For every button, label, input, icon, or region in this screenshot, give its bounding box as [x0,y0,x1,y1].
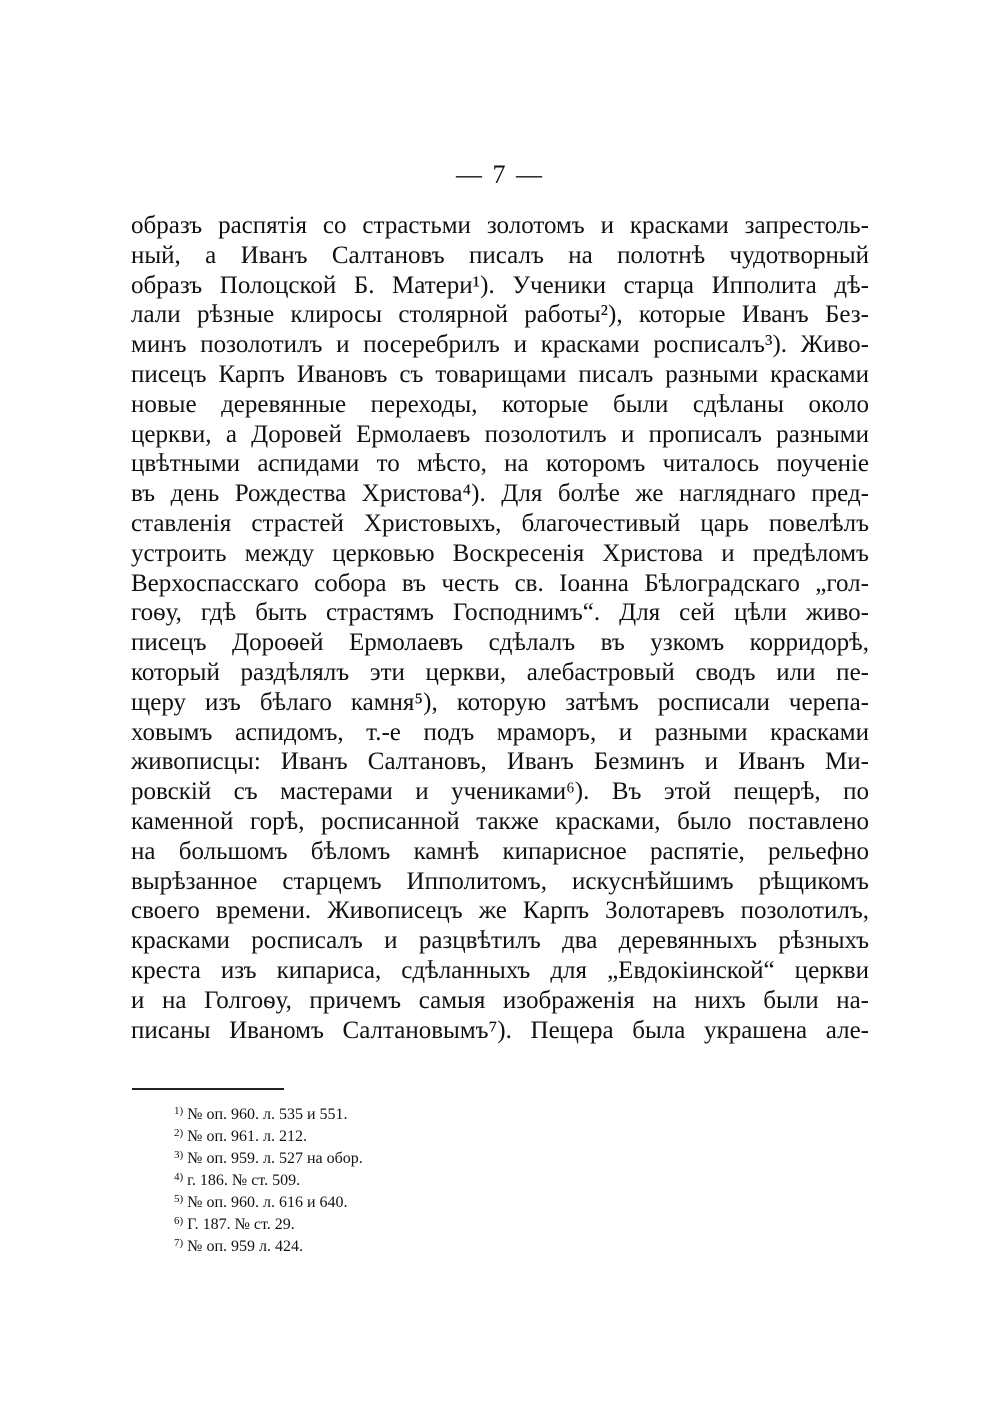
text-line: Верхоспасскаго собора въ честь св. Іоанна Бѣлоградскаго „гол- [131,569,869,597]
text-line: который раздѣлялъ эти церкви, алебастровый сводъ или пе- [131,658,869,686]
text-line: на большомъ бѣломъ камнѣ кипарисное распятіе, рельефно [131,837,869,865]
footnote-marker: 1) [174,1105,184,1117]
text-line: писецъ Дороѳей Ермолаевъ сдѣлалъ въ узкомъ корридорѣ, [131,629,869,657]
footnote [174,1232,574,1254]
footnote-text: № оп. 961. л. 212. [187,1128,307,1145]
text-line: церкви, а Доровей Ермолаевъ позолотилъ и прописалъ разными [131,420,869,448]
footnote-marker: 6) [174,1215,184,1227]
footnote [174,1144,574,1166]
footnote [174,1166,574,1188]
footnote [174,1122,574,1144]
text-line: въ день Рождества Христова⁴). Для болѣе же нагляднаго пред- [131,480,869,508]
text-line: красками росписалъ и разцвѣтилъ два деревянныхъ рѣзныхъ [131,927,869,955]
footnote-text: № оп. 960. л. 535 и 551. [187,1106,348,1123]
footnote-marker: 5) [174,1193,184,1205]
text-line: ровскій съ мастерами и учениками⁶). Въ этой пещерѣ, по [131,778,869,806]
text-line: устроить между церковью Воскресенія Христова и предѣломъ [131,539,869,567]
text-line: минъ позолотилъ и посеребрилъ и красками росписалъ³). Живо- [131,331,869,359]
footnote-text: Г. 187. № ст. 29. [187,1216,295,1233]
footnote-text: г. 186. № ст. 509. [187,1172,301,1189]
text-line: креста изъ кипариса, сдѣланныхъ для „Евдокіинской“ церкви [131,956,869,984]
text-line: ставленія страстей Христовыхъ, благочестивый царь повелѣлъ [131,509,869,537]
text-line: образъ Полоцской Б. Матери¹). Ученики старца Ипполита дѣ- [131,271,869,299]
footnote [174,1210,574,1232]
footnote-text: № оп. 959. л. 527 на обор. [187,1150,363,1167]
footnote-marker: 4) [174,1171,184,1183]
text-line: лали рѣзные клиросы столярной работы²), которые Иванъ Без- [131,301,869,329]
footnote-divider [132,1088,284,1090]
footnote [174,1100,574,1122]
text-line: образъ распятія со страстьми золотомъ и красками запрестоль- [131,212,869,239]
page-number: — 7 — [456,160,544,189]
footnote-text: № оп. 960. л. 616 и 640. [187,1194,348,1211]
text-line: и на Голгоѳу, причемъ самыя изображенія на нихъ были на- [131,986,869,1014]
footnote [174,1188,574,1210]
text-line: щеру изъ бѣлаго камня⁵), которую затѣмъ росписали черепа- [131,688,869,716]
text-line: ховымъ аспидомъ, т.-е подъ мраморъ, и разными красками [131,718,869,746]
body-text [131,211,869,1045]
footnotes [174,1100,574,1254]
text-line: писаны Иваномъ Салтановымъ⁷). Пещера была украшена але- [131,1016,869,1044]
text-line: цвѣтными аспидами то мѣсто, на которомъ читалось поученіе [131,450,869,478]
footnote-text: № оп. 959 л. 424. [187,1238,303,1255]
text-line: живописцы: Иванъ Салтановъ, Иванъ Безминъ и Иванъ Ми- [131,748,869,776]
footnote-marker: 7) [174,1237,184,1249]
text-line: ный, а Иванъ Салтановъ писалъ на полотнѣ чудотворный [131,241,869,269]
text-line: каменной горѣ, росписанной также красками, было поставлено [131,807,869,835]
text-line: гоѳу, гдѣ быть страстямъ Господнимъ“. Для сей цѣли живо- [131,599,869,627]
text-line: новые деревянные переходы, которые были сдѣланы около [131,390,869,418]
footnote-marker: 3) [174,1149,184,1161]
text-line: писецъ Карпъ Ивановъ съ товарищами писалъ разными красками [131,360,869,388]
text-line: своего времени. Живописецъ же Карпъ Золотаревъ позолотилъ, [131,897,869,925]
footnote-marker: 2) [174,1127,184,1139]
text-line: вырѣзанное старцемъ Ипполитомъ, искуснѣйшимъ рѣщикомъ [131,867,869,895]
